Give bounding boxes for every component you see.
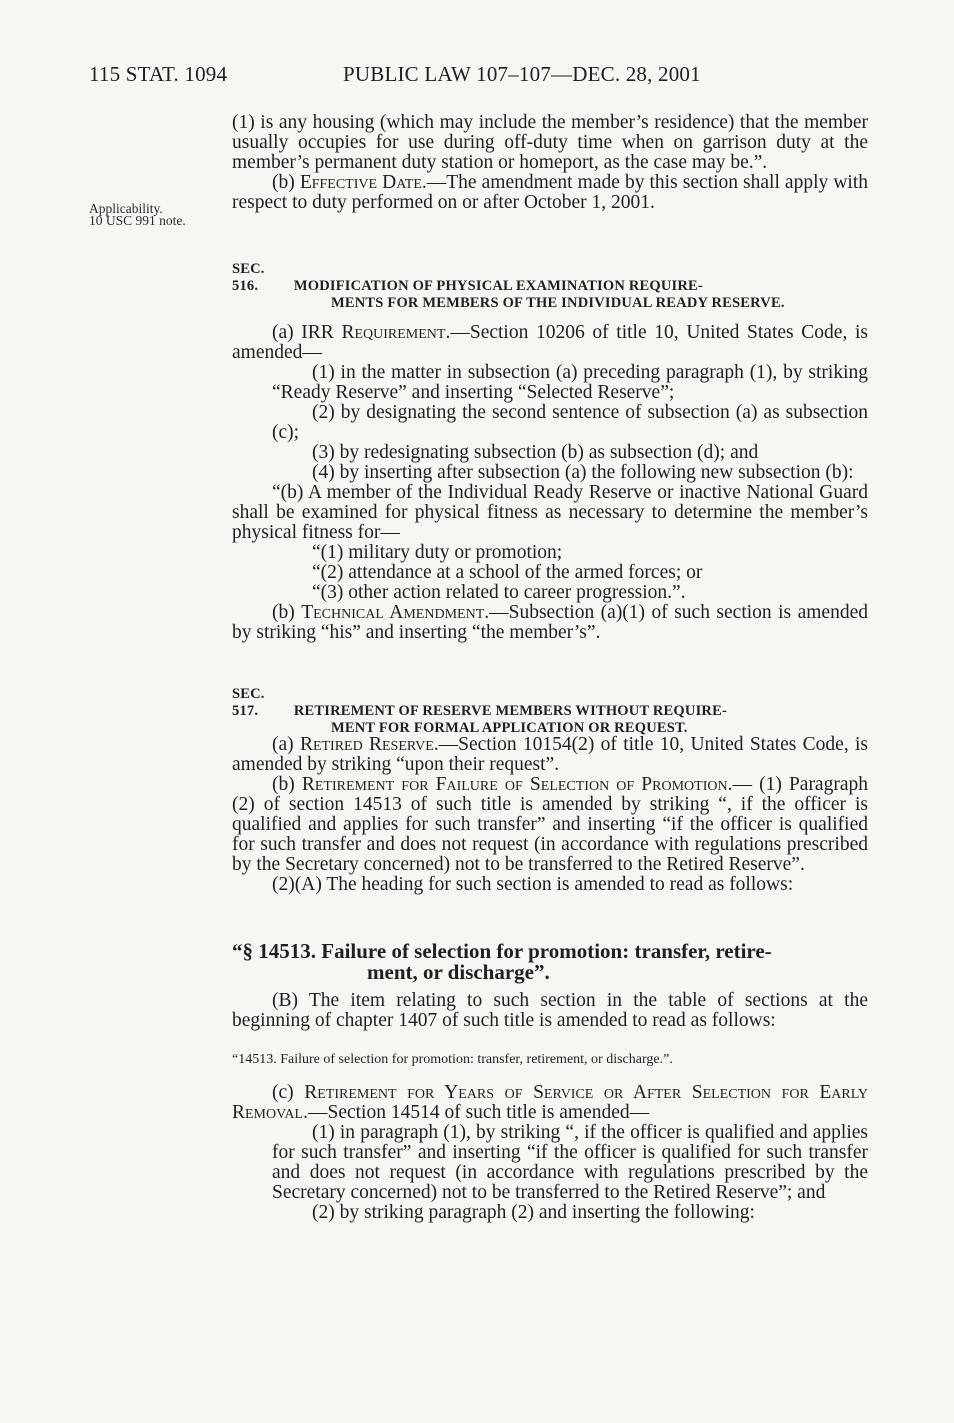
margin-note-applicability: Applicability. [89, 201, 163, 216]
section-14513-heading [232, 941, 868, 983]
paragraph: (1) in the matter in subsection (a) preceding paragraph (1), by striking “Ready Reserve” and inserting “Selected Reserve”; [272, 362, 868, 403]
paragraph-retirement-years: (c) Retirement for Years of Service or After Selection for Early Removal.—Section 14514 of such title is amended— [232, 1082, 868, 1123]
paragraph: (B) The item relating to such section in the table of sections at the beginning of chapter 1407 of such title is amended to read as follows: [232, 990, 868, 1031]
section-title-cont: MENT FOR FORMAL APPLICATION OR REQUEST. [331, 720, 688, 736]
paragraph: (1) is any housing (which may include the member’s residence) that the member usually occupies for use during off-duty time when on garrison duty at the member’s permanent duty station or homeport, as the case may be.”. [232, 112, 868, 173]
paragraph: (a) IRR Requirement.—Section 10206 of title 10, United States Code, is amended— [232, 322, 868, 363]
page-stat-reference: 115 STAT. 1094 [89, 62, 228, 86]
section-516-body [232, 323, 868, 643]
section-517-body-c [232, 1083, 868, 1223]
section-517-body-cont [232, 991, 868, 1031]
quoted-text: “(b) A member of the Individual Ready Reserve or inactive National Guard shall be examined for physical fitness as necessary to determine the member’s physical fitness for— [232, 482, 868, 543]
law-title-header: PUBLIC LAW 107–107—DEC. 28, 2001 [343, 62, 701, 86]
quoted-item: “(3) other action related to career progression.”. [312, 582, 686, 603]
section-517-heading [232, 686, 868, 737]
heading-line-cont: ment, or discharge”. [367, 960, 550, 984]
table-of-sections-item [232, 1052, 868, 1068]
quoted-item: “(2) attendance at a school of the armed forces; or [312, 562, 703, 583]
paragraph: (2) by designating the second sentence of subsection (a) as subsection (c); [272, 402, 868, 443]
margin-note-usc: 10 USC 991 note. [89, 213, 186, 228]
quoted-list [232, 543, 868, 603]
section-title: MODIFICATION OF PHYSICAL EXAMINATION REQUIRE- [293, 278, 703, 294]
paragraph-effective-date: (b) Effective Date.—The amendment made by this section shall apply with respect to duty performed on or after October 1, 2001. [232, 172, 868, 213]
paragraph: (2) by striking paragraph (2) and inserting the following: [312, 1202, 755, 1223]
paragraph: (1) in paragraph (1), by striking “, if the officer is qualified and applies for such transfer” and inserting “if the officer is qualified for such transfer and does not request (in accordance with regulations prescribed by the Secretary concerned) not to be transferred to the Retired Reserve”; and [272, 1122, 868, 1203]
paragraph-technical-amendment: (b) Technical Amendment.—Subsection (a)(1) of such section is amended by striking “his” and inserting “the member’s”. [232, 602, 868, 643]
section-517-body [232, 735, 868, 895]
section-title: RETIREMENT OF RESERVE MEMBERS WITHOUT REQUIRE- [293, 703, 727, 719]
heading-line: “§ 14513. Failure of selection for promotion: transfer, retire- [232, 939, 772, 963]
section-number: SEC. 517. [232, 686, 265, 719]
paragraph-retirement-failure: (b) Retirement for Failure of Selection of Promotion.— (1) Paragraph (2) of section 14513 of such title is amended by striking “, if the officer is qualified and applies for such transfer” and inserting “if the officer is qualified for such transfer and does not request (in accordance with regulations prescribed by the Secretary concerned) not to be transferred to the Retired Reserve”. [232, 774, 868, 875]
paragraph: (3) by redesignating subsection (b) as subsection (d); and [312, 442, 759, 463]
section-title-cont: MENTS FOR MEMBERS OF THE INDIVIDUAL READY RESERVE. [331, 295, 785, 311]
section-number: SEC. 516. [232, 261, 265, 294]
paragraph-retired-reserve: (a) Retired Reserve.—Section 10154(2) of title 10, United States Code, is amended by striking “upon their request”. [232, 734, 868, 775]
table-item: “14513. Failure of selection for promotion: transfer, retirement, or discharge.”. [232, 1052, 673, 1067]
paragraph: (4) by inserting after subsection (a) the following new subsection (b): [312, 462, 854, 483]
quoted-item: “(1) military duty or promotion; [312, 542, 563, 563]
paragraph: (2)(A) The heading for such section is amended to read as follows: [272, 874, 794, 895]
document-body [232, 113, 868, 213]
section-516-heading [232, 261, 868, 312]
